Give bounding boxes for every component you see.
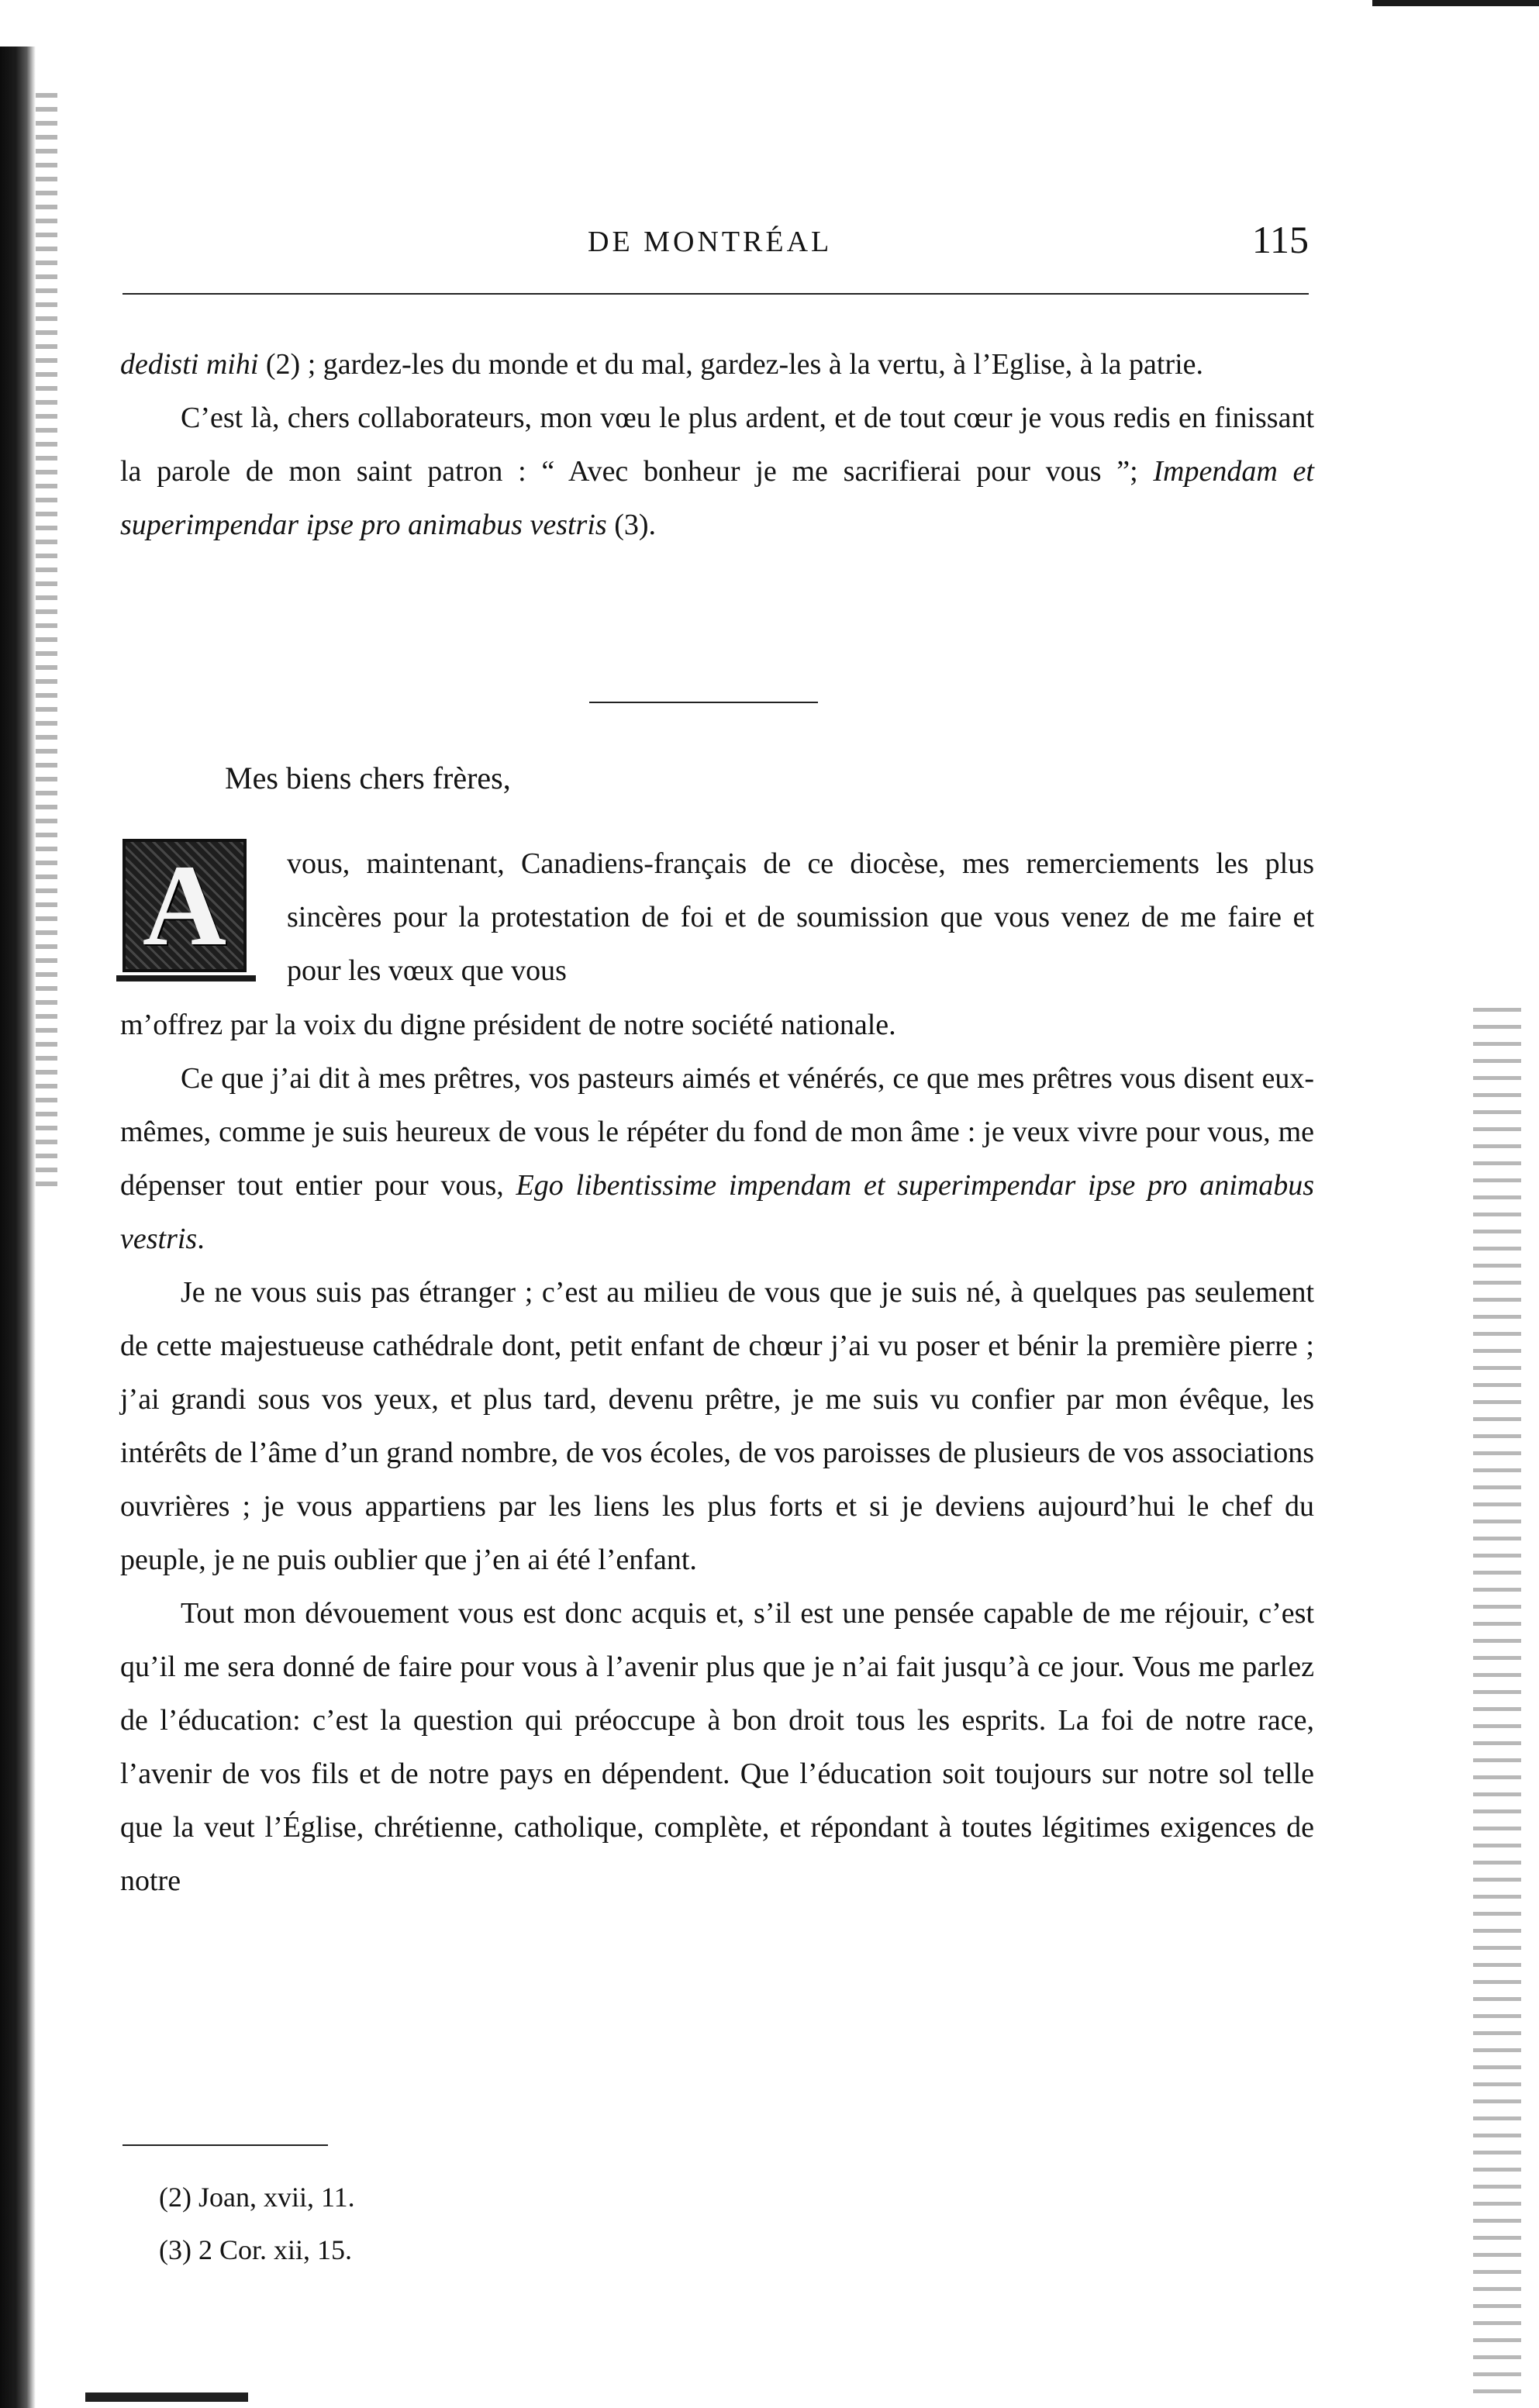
footnote: (3) 2 Cor. xii, 15. [159, 2234, 352, 2265]
paragraph-text: C’est là, chers collaborateurs, mon vœu le plus ardent, et de tout cœur je vous redis en finissant la parole de mon saint patron : “ Avec bonheur je me sacrifierai pour vous ”; [120, 402, 1314, 488]
initial-underline [116, 975, 256, 981]
paragraph-text: (2) ; gardez-les du monde et du mal, gardez-les à la vertu, à l’Eglise, à la patrie. [258, 348, 1204, 381]
paragraph-tail: (3). [606, 509, 656, 541]
dropcap-letter: A [142, 841, 227, 970]
paragraph-text: Ce que j’ai dit à mes prêtres, vos pasteurs aimés et vénérés, ce que mes prêtres vous disent eux-mêmes, comme je suis heureux de vous le répéter du fond de mon âme : je veux vivre pour vous, me dépenser tout entier pour vous, [120, 1062, 1314, 1202]
salutation: Mes biens chers frères, [225, 761, 511, 795]
ornamental-initial [122, 839, 247, 972]
paragraph-text: Tout mon dévouement vous est donc acquis et, s’il est une pensée capable de me réjouir, c’est qu’il me sera donné de faire pour vous à l’avenir plus que je n’ai fait jusqu’à ce jour. Vous me parlez de l’éducation: c’est la question qui préoccupe à bon droit tous les esprits. La foi de notre race, l’avenir de vos fils et de notre pays en dépendent. Que l’éducation soit toujours sur notre sol telle que la veut l’Église, chrétienne, catholique, complète, et répondant à toutes légitimes exigences de notre [120, 1597, 1314, 1897]
footnote-rule [122, 2144, 328, 2146]
main-text-block [120, 999, 1314, 1908]
footnotes [159, 2171, 355, 2276]
latin-quote: Ego libentissime impendam et superimpendar ipse pro animabus vestris [120, 1169, 1314, 1255]
binding-texture [36, 93, 57, 1194]
page-edge-noise [1473, 1008, 1521, 2396]
paragraph [120, 338, 1314, 392]
latin-quote: Impendam et superimpendar ipse pro animabus vestris [120, 455, 1314, 541]
paragraph [120, 392, 1314, 552]
latin-quote: dedisti mihi [120, 348, 259, 381]
paragraph [120, 1266, 1314, 1587]
page-number: 115 [1251, 218, 1309, 261]
paragraph-text: Je ne vous suis pas étranger ; c’est au milieu de vous que je suis né, à quelques pas seulement de cette majestueuse cathédrale dont, petit enfant de chœur j’ai vu poser et bénir la première pierre ; j’ai grandi sous vos yeux, et plus tard, devenu prêtre, je me suis vu confier par mon évêque, les intérêts de l’âme d’un grand nombre, de vos écoles, de vos paroisses de plusieurs de vos associations ouvrières ; je vous appartiens par les liens les plus forts et si je deviens aujourd’hui le chef du peuple, je ne puis oublier que j’en ai été l’enfant. [120, 1276, 1314, 1576]
section-separator [589, 702, 818, 703]
scan-edge-mark-bottom [85, 2392, 248, 2402]
top-text-block [120, 338, 1314, 552]
paragraph-text: m’offrez par la voix du digne président de notre société nationale. [120, 1009, 896, 1041]
binding-shadow [0, 47, 36, 2408]
running-head: DE MONTRÉAL [588, 226, 833, 258]
footnote: (2) Joan, xvii, 11. [159, 2182, 355, 2213]
paragraph-text: vous, maintenant, Canadiens-français de ce diocèse, mes remerciements les plus sincères pour la protestation de foi et de soumission que vous venez de me faire et pour les vœux que vous [287, 847, 1314, 987]
paragraph [120, 1052, 1314, 1266]
scan-edge-mark [1372, 0, 1539, 6]
paragraph [120, 1587, 1314, 1908]
paragraph-tail: . [197, 1223, 205, 1255]
dropcap-paragraph-head [287, 837, 1314, 998]
header-rule [122, 293, 1309, 295]
page-header [122, 218, 1309, 268]
